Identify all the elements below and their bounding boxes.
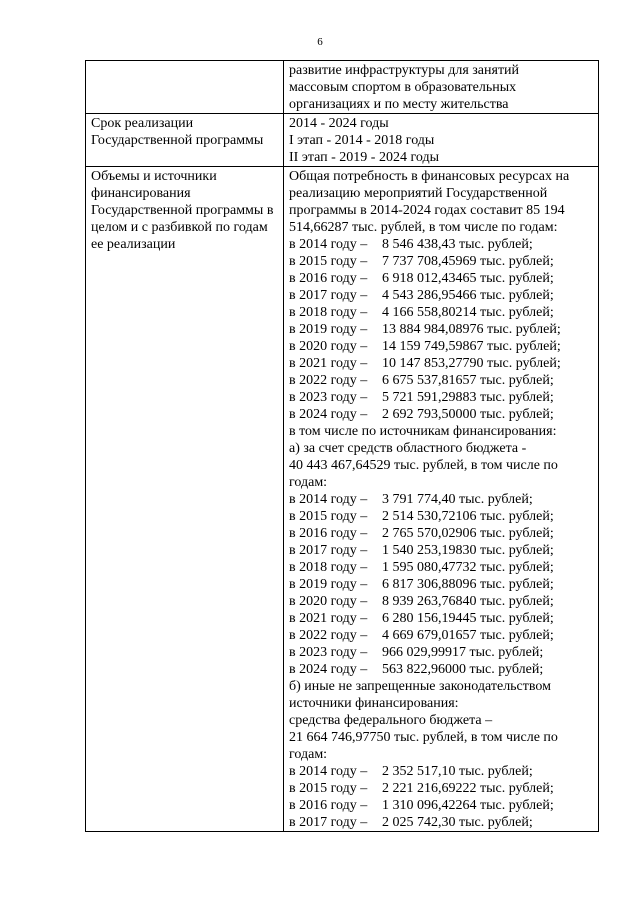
amount-value: 1 595 080,47732 тыс. рублей;	[382, 560, 554, 575]
regional-by-year-list	[289, 491, 594, 678]
amount-value: 2 221 216,69222 тыс. рублей;	[382, 781, 554, 796]
row-value-funding	[284, 167, 599, 832]
funding-intro: Общая потребность в финансовых ресурсах на реализацию мероприятий Государственной программы в 2014-2024 годах составит 85 194 514,66287 тыс. рублей, в том числе по годам:	[289, 169, 570, 235]
year-label: в 2014 году –	[289, 764, 368, 779]
table-row-funding	[86, 167, 599, 832]
text-line: развитие инфраструктуры для занятий	[289, 63, 520, 78]
year-label: в 2021 году –	[289, 611, 368, 626]
year-label: в 2022 году –	[289, 628, 368, 643]
amount-value: 6 918 012,43465 тыс. рублей;	[382, 271, 554, 286]
year-amount-line	[289, 338, 594, 355]
amount-value: 2 692 793,50000 тыс. рублей;	[382, 407, 554, 422]
year-amount-line	[289, 661, 594, 678]
sources-heading: в том числе по источникам финансирования:	[289, 424, 557, 439]
year-label: в 2024 году –	[289, 662, 368, 677]
year-amount-line	[289, 321, 594, 338]
year-amount-line	[289, 236, 594, 253]
row-label-empty	[86, 61, 284, 114]
year-label: в 2023 году –	[289, 390, 368, 405]
amount-value: 4 543 286,95466 тыс. рублей;	[382, 288, 554, 303]
amount-value: 966 029,99917 тыс. рублей;	[382, 645, 544, 660]
year-label: в 2016 году –	[289, 798, 368, 813]
year-label: в 2023 году –	[289, 645, 368, 660]
text-line: 2014 - 2024 годы	[289, 116, 389, 131]
row-value-term	[284, 114, 599, 167]
amount-value: 2 352 517,10 тыс. рублей;	[382, 764, 533, 779]
year-amount-line	[289, 593, 594, 610]
amount-value: 8 546 438,43 тыс. рублей;	[382, 237, 533, 252]
table-row-term	[86, 114, 599, 167]
amount-value: 2 025 742,30 тыс. рублей;	[382, 815, 533, 830]
year-amount-line	[289, 389, 594, 406]
amount-value: 6 280 156,19445 тыс. рублей;	[382, 611, 554, 626]
amount-value: 6 675 537,81657 тыс. рублей;	[382, 373, 554, 388]
regional-heading: а) за счет средств областного бюджета -	[289, 441, 527, 456]
year-label: в 2017 году –	[289, 288, 368, 303]
amount-value: 1 310 096,42264 тыс. рублей;	[382, 798, 554, 813]
text-line: II этап - 2019 - 2024 годы	[289, 150, 439, 165]
year-amount-line	[289, 542, 594, 559]
year-amount-line	[289, 525, 594, 542]
year-amount-line	[289, 763, 594, 780]
amount-value: 7 737 708,45969 тыс. рублей;	[382, 254, 554, 269]
year-amount-line	[289, 287, 594, 304]
year-label: в 2017 году –	[289, 543, 368, 558]
year-label: в 2017 году –	[289, 815, 368, 830]
amount-value: 3 791 774,40 тыс. рублей;	[382, 492, 533, 507]
year-label: в 2015 году –	[289, 509, 368, 524]
other-sources-heading: б) иные не запрещенные законодательством источники финансирования:	[289, 679, 552, 711]
year-amount-line	[289, 797, 594, 814]
amount-value: 1 540 253,19830 тыс. рублей;	[382, 543, 554, 558]
federal-total: 21 664 746,97750 тыс. рублей, в том числе по годам:	[289, 730, 558, 762]
amount-value: 8 939 263,76840 тыс. рублей;	[382, 594, 554, 609]
year-amount-line	[289, 644, 594, 661]
year-amount-line	[289, 270, 594, 287]
year-label: в 2015 году –	[289, 254, 368, 269]
year-amount-line	[289, 253, 594, 270]
amount-value: 14 159 749,59867 тыс. рублей;	[382, 339, 561, 354]
year-label: в 2016 году –	[289, 526, 368, 541]
year-amount-line	[289, 627, 594, 644]
year-amount-line	[289, 355, 594, 372]
federal-by-year-list	[289, 763, 594, 831]
year-label: в 2022 году –	[289, 373, 368, 388]
regional-total: 40 443 467,64529 тыс. рублей, в том числе по годам:	[289, 458, 558, 490]
year-label: в 2015 году –	[289, 781, 368, 796]
year-label: в 2020 году –	[289, 594, 368, 609]
year-amount-line	[289, 508, 594, 525]
year-label: в 2014 году –	[289, 492, 368, 507]
year-amount-line	[289, 304, 594, 321]
year-label: в 2020 году –	[289, 339, 368, 354]
year-label: в 2018 году –	[289, 560, 368, 575]
year-label: в 2019 году –	[289, 577, 368, 592]
year-amount-line	[289, 559, 594, 576]
year-amount-line	[289, 406, 594, 423]
text-line: I этап - 2014 - 2018 годы	[289, 133, 435, 148]
amount-value: 563 822,96000 тыс. рублей;	[382, 662, 544, 677]
amount-value: 5 721 591,29883 тыс. рублей;	[382, 390, 554, 405]
federal-heading: средства федерального бюджета –	[289, 713, 493, 728]
program-passport-table	[85, 60, 599, 832]
year-amount-line	[289, 372, 594, 389]
row-label-term: Срок реализации Государственной программы	[86, 114, 284, 167]
page-number: 6	[317, 36, 323, 48]
text-line: массовым спортом в образовательных	[289, 80, 517, 95]
year-label: в 2024 году –	[289, 407, 368, 422]
table-row-infrastructure	[86, 61, 599, 114]
amount-value: 2 514 530,72106 тыс. рублей;	[382, 509, 554, 524]
amount-value: 13 884 984,08976 тыс. рублей;	[382, 322, 561, 337]
year-amount-line	[289, 576, 594, 593]
year-label: в 2019 году –	[289, 322, 368, 337]
text-line: организациях и по месту жительства	[289, 97, 509, 112]
year-amount-line	[289, 780, 594, 797]
amount-value: 4 166 558,80214 тыс. рублей;	[382, 305, 554, 320]
year-label: в 2021 году –	[289, 356, 368, 371]
year-label: в 2016 году –	[289, 271, 368, 286]
amount-value: 10 147 853,27790 тыс. рублей;	[382, 356, 561, 371]
total-by-year-list	[289, 236, 594, 423]
amount-value: 6 817 306,88096 тыс. рублей;	[382, 577, 554, 592]
year-amount-line	[289, 610, 594, 627]
amount-value: 4 669 679,01657 тыс. рублей;	[382, 628, 554, 643]
row-value-infrastructure	[284, 61, 599, 114]
year-label: в 2014 году –	[289, 237, 368, 252]
row-label-funding: Объемы и источники финансирования Государственной программы в целом и с разбивкой по годам ее реализации	[86, 167, 284, 832]
amount-value: 2 765 570,02906 тыс. рублей;	[382, 526, 554, 541]
year-label: в 2018 году –	[289, 305, 368, 320]
year-amount-line	[289, 491, 594, 508]
year-amount-line	[289, 814, 594, 831]
